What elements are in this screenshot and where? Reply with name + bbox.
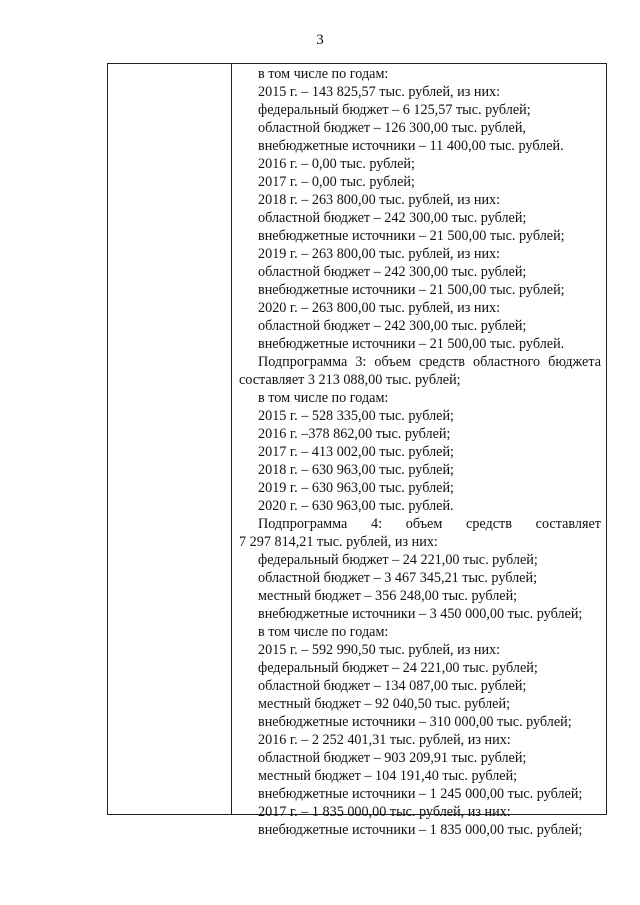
text-line: Подпрограмма 4: объем средств составляет bbox=[258, 516, 601, 532]
text-line: 2015 г. – 528 335,00 тыс. рублей; bbox=[258, 408, 454, 424]
text-line: внебюджетные источники – 11 400,00 тыс. рублей. bbox=[258, 138, 564, 154]
text-line: составляет 3 213 088,00 тыс. рублей; bbox=[239, 372, 461, 388]
text-line: 2017 г. – 0,00 тыс. рублей; bbox=[258, 174, 415, 190]
document-table bbox=[107, 63, 607, 838]
page-number: 3 bbox=[316, 32, 324, 48]
text-line: 2015 г. – 143 825,57 тыс. рублей, из них: bbox=[258, 84, 501, 100]
text-line: внебюджетные источники – 310 000,00 тыс. рублей; bbox=[258, 714, 572, 730]
text-line: местный бюджет – 356 248,00 тыс. рублей; bbox=[258, 588, 518, 604]
text-line: областной бюджет – 242 300,00 тыс. рублей; bbox=[258, 318, 527, 334]
text-line: 2016 г. – 2 252 401,31 тыс. рублей, из них: bbox=[258, 732, 511, 748]
text-line: 2018 г. – 630 963,00 тыс. рублей; bbox=[258, 462, 454, 478]
text-line: областной бюджет – 134 087,00 тыс. рублей; bbox=[258, 678, 527, 694]
text-line: областной бюджет – 126 300,00 тыс. рублей, bbox=[258, 120, 526, 136]
text-line: областной бюджет – 242 300,00 тыс. рублей; bbox=[258, 210, 527, 226]
text-line: в том числе по годам: bbox=[258, 66, 389, 82]
text-line: внебюджетные источники – 21 500,00 тыс. рублей; bbox=[258, 228, 565, 244]
text-line: 2018 г. – 263 800,00 тыс. рублей, из них: bbox=[258, 192, 501, 208]
text-line: федеральный бюджет – 24 221,00 тыс. рублей; bbox=[258, 660, 538, 676]
column-divider bbox=[231, 64, 232, 814]
text-line: 2020 г. – 263 800,00 тыс. рублей, из них: bbox=[258, 300, 501, 316]
text-line: внебюджетные источники – 3 450 000,00 тыс. рублей; bbox=[258, 606, 583, 622]
table-right-cell bbox=[239, 65, 601, 839]
text-line: внебюджетные источники – 1 835 000,00 тыс. рублей; bbox=[258, 822, 583, 838]
text-line: в том числе по годам: bbox=[258, 390, 389, 406]
text-line: в том числе по годам: bbox=[258, 624, 389, 640]
text-line: 2017 г. – 413 002,00 тыс. рублей; bbox=[258, 444, 454, 460]
text-line: 2019 г. – 630 963,00 тыс. рублей; bbox=[258, 480, 454, 496]
text-line: областной бюджет – 3 467 345,21 тыс. рублей; bbox=[258, 570, 538, 586]
text-line: областной бюджет – 903 209,91 тыс. рублей; bbox=[258, 750, 527, 766]
text-line: 2020 г. – 630 963,00 тыс. рублей. bbox=[258, 498, 454, 514]
text-line: областной бюджет – 242 300,00 тыс. рублей; bbox=[258, 264, 527, 280]
text-line: 2016 г. –378 862,00 тыс. рублей; bbox=[258, 426, 451, 442]
text-line: внебюджетные источники – 21 500,00 тыс. рублей; bbox=[258, 282, 565, 298]
text-line: внебюджетные источники – 21 500,00 тыс. рублей. bbox=[258, 336, 565, 352]
text-line: 7 297 814,21 тыс. рублей, из них: bbox=[239, 534, 438, 550]
text-line: федеральный бюджет – 6 125,57 тыс. рублей; bbox=[258, 102, 531, 118]
text-line: 2015 г. – 592 990,50 тыс. рублей, из них: bbox=[258, 642, 501, 658]
text-line: Подпрограмма 3: объем средств областного бюджета bbox=[258, 354, 601, 370]
text-line: 2016 г. – 0,00 тыс. рублей; bbox=[258, 156, 415, 172]
text-line: 2017 г. – 1 835 000,00 тыс. рублей, из них: bbox=[258, 804, 511, 820]
text-line: федеральный бюджет – 24 221,00 тыс. рублей; bbox=[258, 552, 538, 568]
text-line: местный бюджет – 104 191,40 тыс. рублей; bbox=[258, 768, 518, 784]
text-line: внебюджетные источники – 1 245 000,00 тыс. рублей; bbox=[258, 786, 583, 802]
text-line: местный бюджет – 92 040,50 тыс. рублей; bbox=[258, 696, 511, 712]
text-line: 2019 г. – 263 800,00 тыс. рублей, из них: bbox=[258, 246, 501, 262]
